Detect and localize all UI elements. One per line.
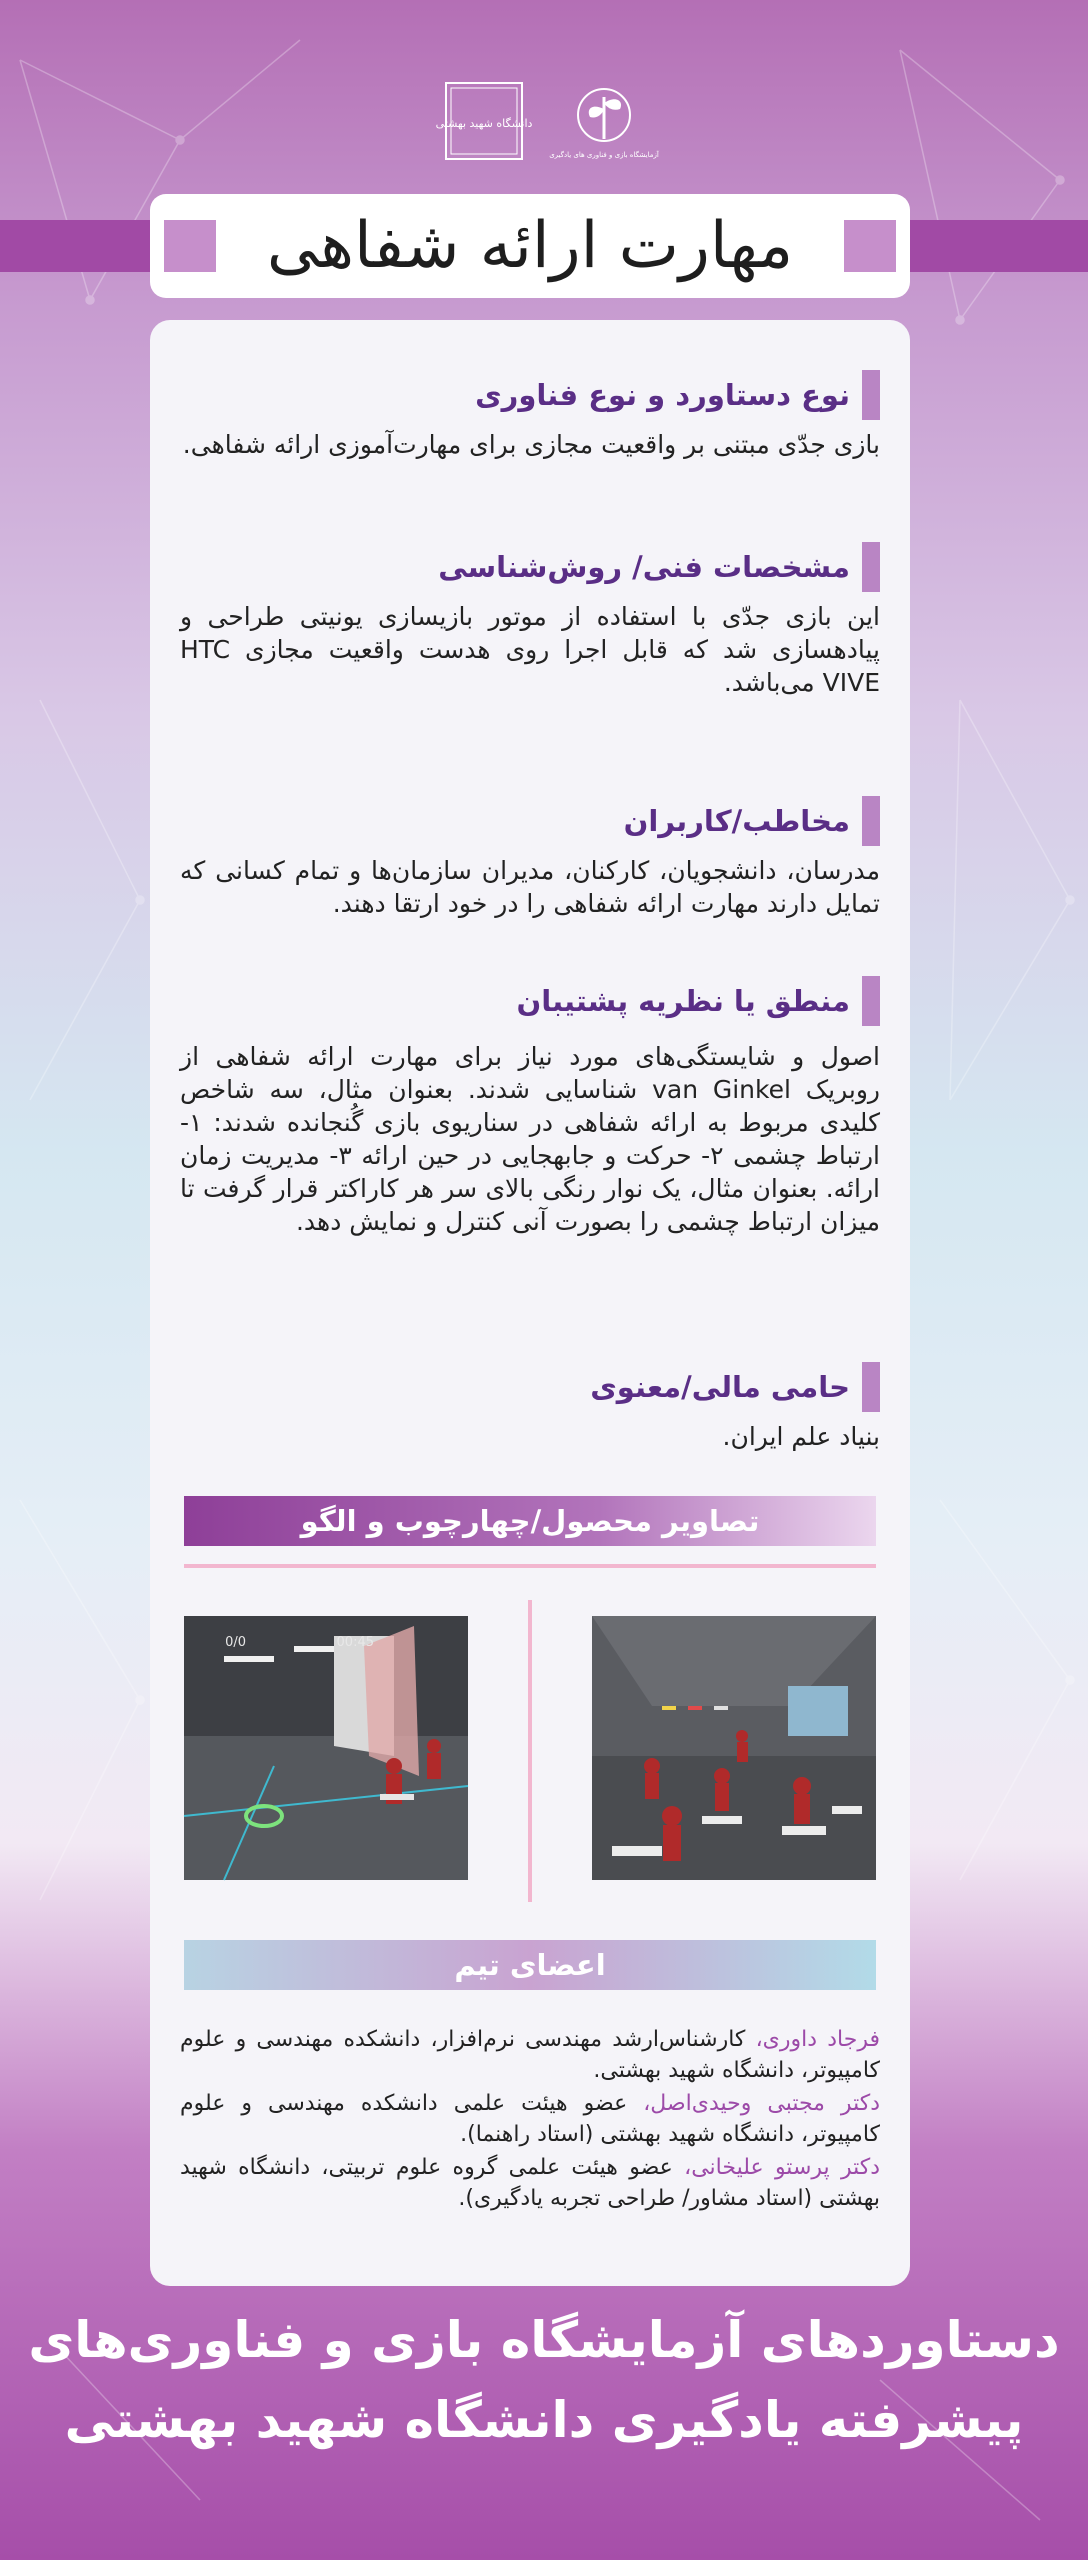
images-banner: تصاویر محصول/چهارچوب و الگو xyxy=(184,1496,876,1546)
team-member-desc: کارشناس‌ارشد مهندسی نرم‌افزار، دانشکده مهندسی و علوم کامپیوتر، دانشگاه شهید بهشتی. xyxy=(180,2027,880,2083)
title-deco-left xyxy=(164,220,216,272)
title-card xyxy=(150,194,910,298)
section-header xyxy=(180,976,880,1026)
university-logo xyxy=(435,79,533,163)
classroom-overview-image xyxy=(592,1616,876,1880)
team-member-1 xyxy=(180,2024,880,2086)
section-marker xyxy=(862,1362,880,1412)
lab-logo xyxy=(549,79,659,163)
section-marker xyxy=(862,370,880,420)
svg-text:دانشگاه شهید بهشتی: دانشگاه شهید بهشتی xyxy=(435,117,533,130)
team-member-name: دکتر مجتبی وحیدی‌اصل، xyxy=(643,2091,880,2116)
section-sponsor xyxy=(180,1362,880,1453)
section-heading: مخاطب/کاربران xyxy=(623,804,850,838)
section-heading: منطق یا نظریه پشتیبان xyxy=(516,984,850,1018)
section-audience xyxy=(180,796,880,920)
section-heading: نوع دستاورد و نوع فناوری xyxy=(475,378,850,412)
hud-score: 0/0 xyxy=(225,1635,246,1650)
team-member-name: فرجاد داوری، xyxy=(755,2027,880,2052)
team-member-name: دکتر پرستو علیخانی، xyxy=(684,2155,881,2180)
page-title: مهارت ارائه شفاهی xyxy=(266,209,794,283)
section-heading: حامی مالی/معنوی xyxy=(590,1370,850,1404)
team-member-3 xyxy=(180,2152,880,2214)
team-member-desc: عضو هیئت علمی گروه علوم تربیتی، دانشگاه شهید بهشتی (استاد مشاور/ طراحی تجربه یادگیری). xyxy=(180,2155,880,2211)
section-body: مدرسان، دانشجویان، کارکنان، مدیران سازمان‌ها و تمام کسانی که تمایل دارند مهارت ارائه شفاهی را در خود ارتقا دهند. xyxy=(180,856,880,918)
team-member-desc: عضو هیئت علمی دانشکده مهندسی و علوم کامپیوتر، دانشگاه شهید بهشتی (استاد راهنما). xyxy=(180,2091,880,2147)
section-body: اصول و شایستگی‌های مورد نیاز برای مهارت ارائه شفاهی از روبریک van Ginkel شناسایی شدند. بعنوان مثال، سه شاخص کلیدی مربوط به ارائه شفاهی در سناریوی بازی گُنجانده شدند: ۱- ارتباط چشمی ۲- حرکت و جابهجایی در حین ارائه ۳- مدیریت زمان ارائه. بعنوان مثال، یک نوار رنگی بالای سر هر کاراکتر قرار گرفت تا میزان ارتباط چشمی را بصورت آنی کنترل و نمایش دهد. xyxy=(180,1042,880,1236)
section-header xyxy=(180,370,880,420)
section-heading: مشخصات فنی/ روش‌شناسی xyxy=(438,550,850,584)
section-body: این بازی جدّی با استفاده از موتور بازیسازی یونیتی طراحی و پیادهسازی شد که قابل اجرا روی هدست واقعیت مجازی HTC VIVE می‌باشد. xyxy=(180,602,880,697)
product-screenshot-classroom xyxy=(592,1616,876,1880)
hud-timer: 00:45 xyxy=(336,1635,374,1650)
product-screenshot-hud xyxy=(184,1616,468,1880)
section-technical-specs xyxy=(180,542,880,699)
title-deco-right xyxy=(844,220,896,272)
images-vertical-divider xyxy=(528,1600,532,1902)
svg-text:آزمایشگاه بازی و فناوری های یا: آزمایشگاه بازی و فناوری های یادگیری xyxy=(549,151,659,159)
logo-row xyxy=(0,76,1088,166)
section-header xyxy=(180,542,880,592)
team-banner: اعضای تیم xyxy=(184,1940,876,1990)
footer-caption xyxy=(0,2300,1088,2460)
section-header xyxy=(180,796,880,846)
section-marker xyxy=(862,542,880,592)
section-theory xyxy=(180,976,880,1238)
footer-line-2: پیشرفته یادگیری دانشگاه شهید بهشتی xyxy=(64,2391,1024,2449)
classroom-hud-image xyxy=(184,1616,468,1880)
main-content-card xyxy=(150,320,910,2286)
team-member-2 xyxy=(180,2088,880,2150)
section-header xyxy=(180,1362,880,1412)
section-body: بازی جدّی مبتنی بر واقعیت مجازی برای مهارت‌آموزی ارائه شفاهی. xyxy=(182,430,880,459)
section-body: بنیاد علم ایران. xyxy=(722,1422,880,1451)
section-achievement-type xyxy=(180,370,880,461)
section-marker xyxy=(862,796,880,846)
section-marker xyxy=(862,976,880,1026)
images-divider xyxy=(184,1564,876,1568)
footer-line-1: دستاوردهای آزمایشگاه بازی و فناوری‌های xyxy=(28,2311,1060,2369)
